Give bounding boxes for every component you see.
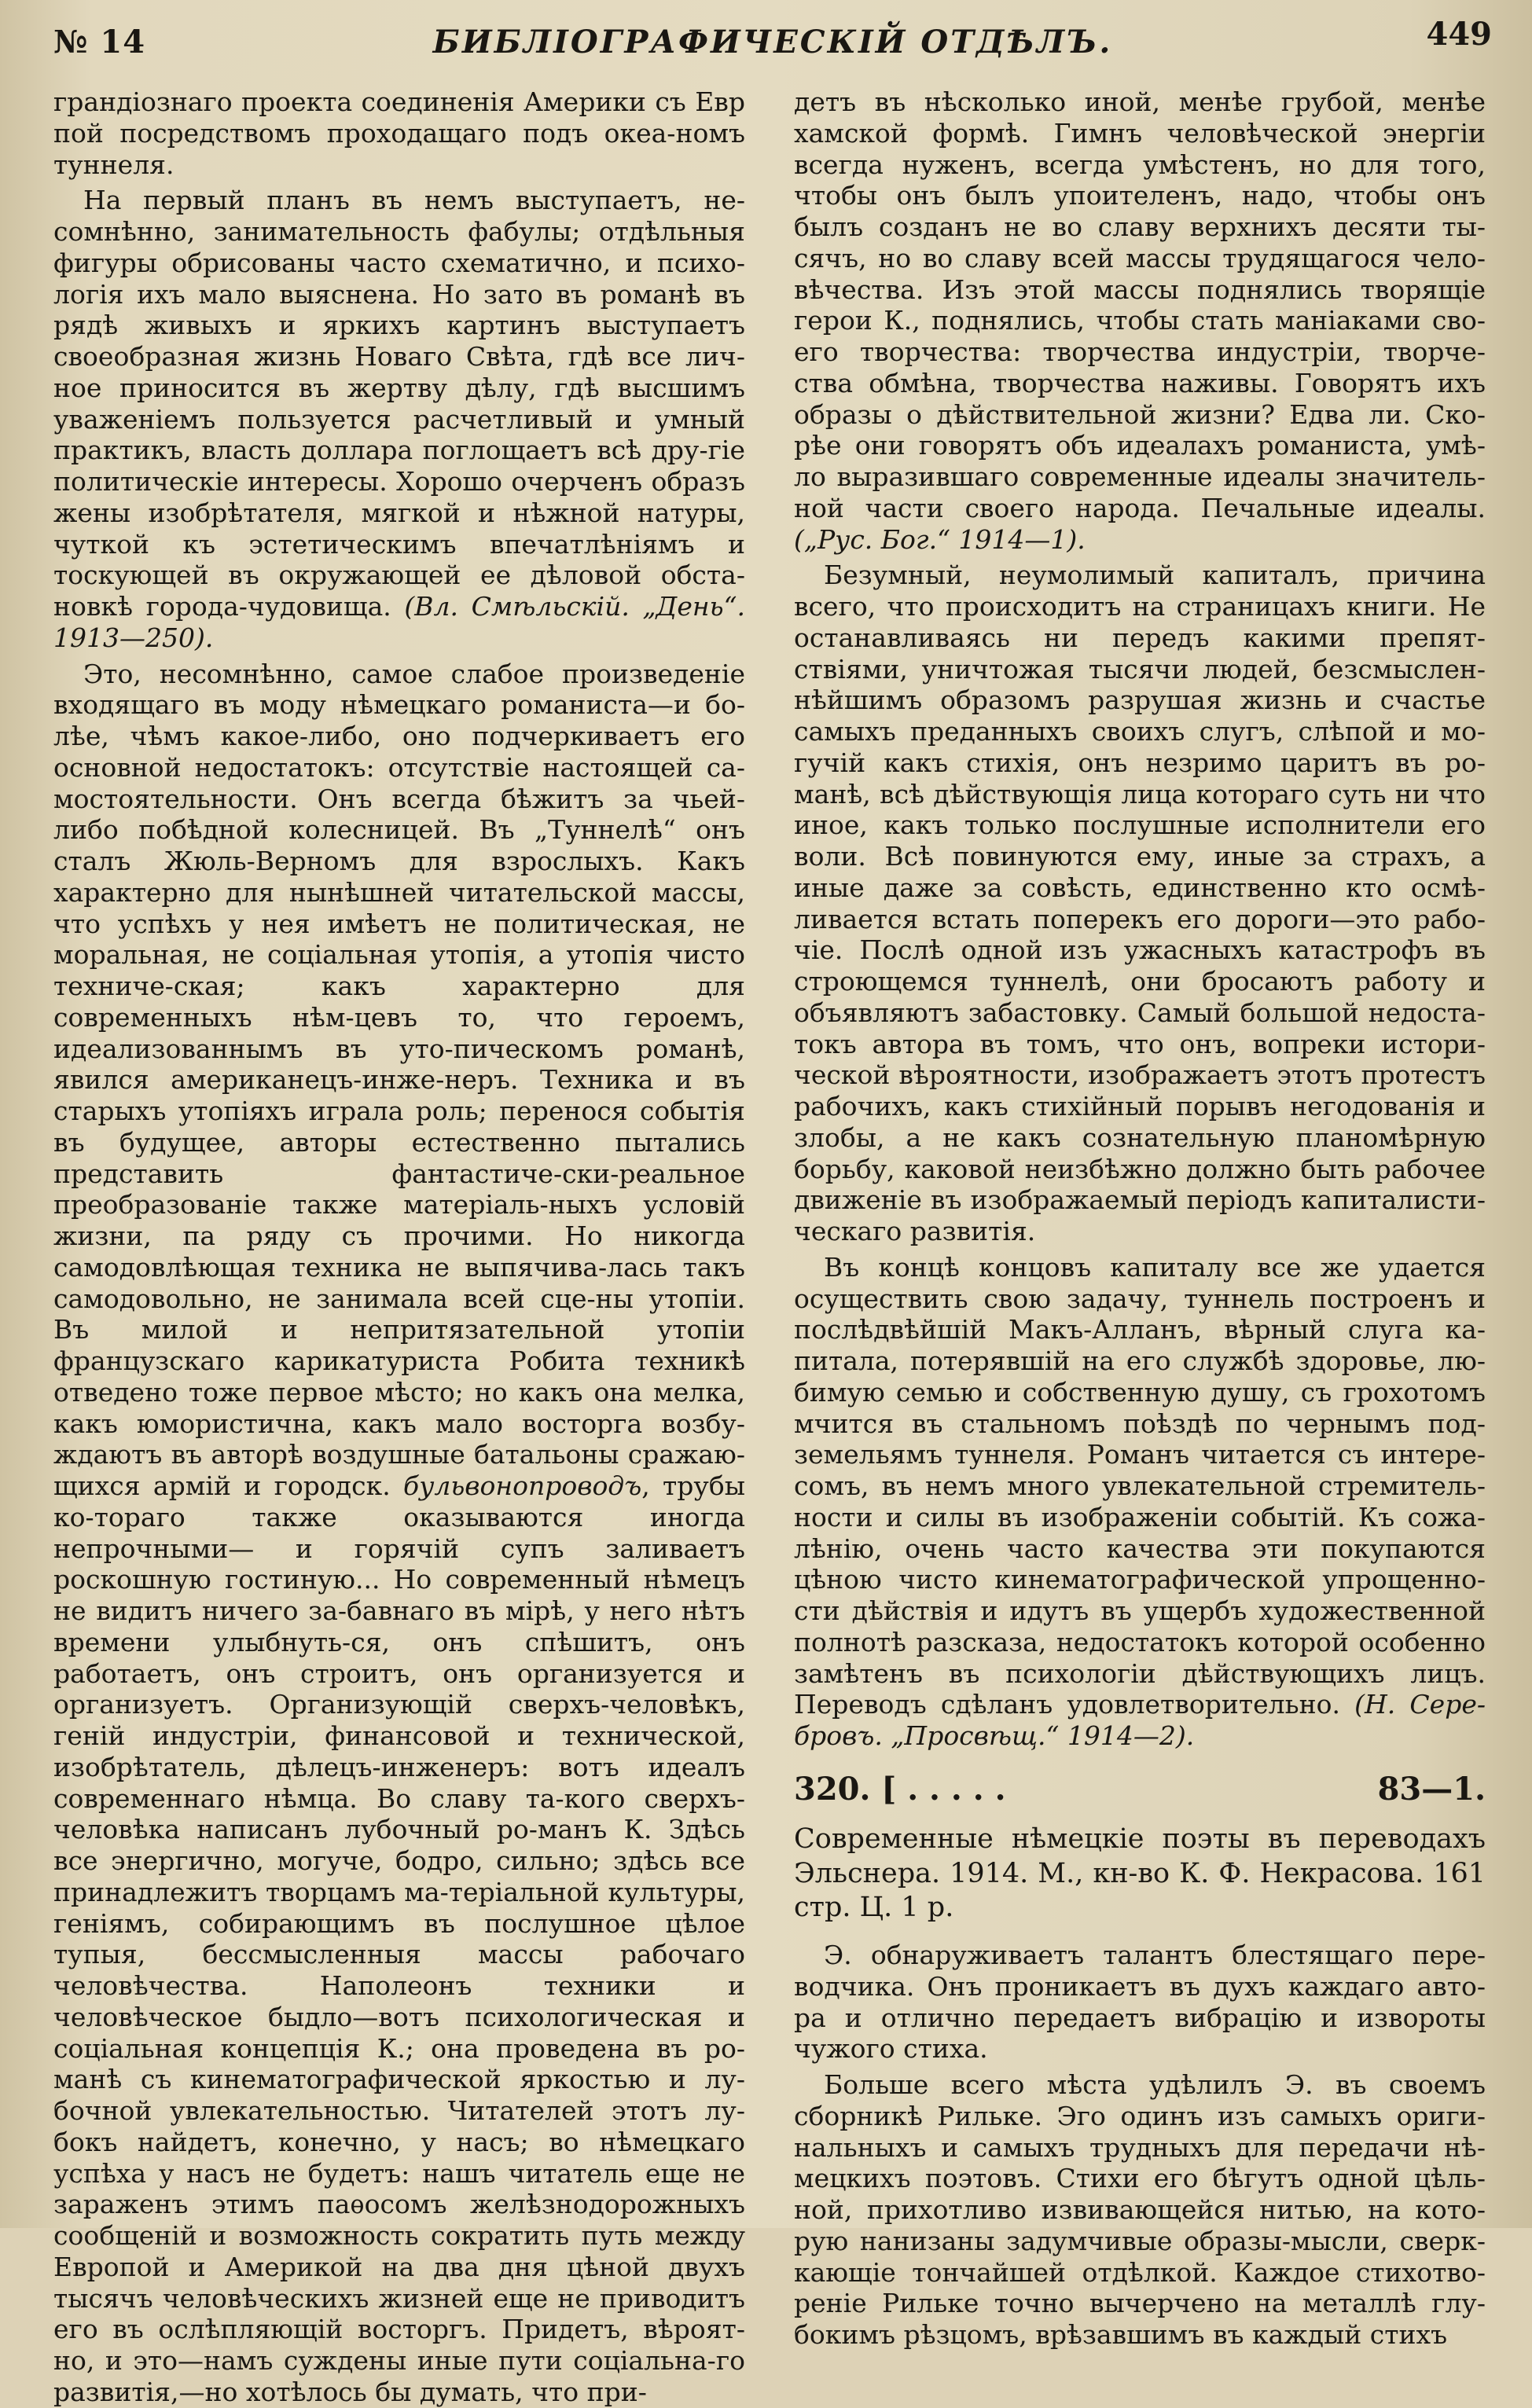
paragraph: Э. обнаруживаетъ талантъ блестящаго пере-водчика. Онъ проникаетъ въ духъ каждаго авто-ра и отлично передаетъ вибрацію и извороты чужого стиха. — [794, 1940, 1486, 2065]
italic-term: бульвонопроводъ — [403, 1470, 642, 1501]
paragraph-text: Это, несомнѣнно, самое слабое произведеніе входящаго въ моду нѣмецкаго романиста—и бо-лѣе, чѣмъ какое-либо, оно подчеркиваетъ его основной недостатокъ: отсутствіе настоящей са-мостоятельности. Онъ всегда бѣжитъ за чьей-либо побѣдной колесницей. Въ „Туннелѣ“ онъ сталъ Жюль-Верномъ для взрослыхъ. Какъ характерно для нынѣшней читательской массы, что успѣхъ у нея имѣетъ не политическая, не моральная, не соціальная утопія, а утопія чисто техниче-ская; какъ характерно для современныхъ нѣм-цевъ то, что героемъ, идеализованнымъ въ уто-пическомъ романѣ, явился американецъ-инже-неръ. Техника и въ старыхъ утопіяхъ играла роль; перенося событія въ будущее, авторы естественно пытались представить фантастиче-ски-реальное преобразованіе также матеріаль-ныхъ условій жизни, па ряду съ прочими. Но никогда самодовлѣющая техника не выпячива-лась такъ самодовольно, не занимала всей сце-ны утопіи. Въ милой и непритязательной утопіи французскаго карикатуриста Робита техникѣ отведено тоже первое мѣсто; но какъ она мелка, какъ юмористична, какъ мало восторга возбу-ждаютъ въ авторѣ воздушные батальоны сражаю-щихся армій и городск. — [53, 658, 745, 1501]
entry-code: 83—1. — [1377, 1770, 1486, 1808]
paragraph — [53, 185, 745, 653]
entry-title: Современные нѣмецкіе поэты въ переводахъ Эльснера. 1914. М., кн-во К. Ф. Некрасова. 161 стр. Ц. 1 р. — [794, 1823, 1486, 1924]
paragraph: Больше всего мѣста удѣлилъ Э. въ своемъ сборникѣ Рильке. Эго одинъ изъ самыхъ ориги-нальныхъ и самыхъ трудныхъ для передачи нѣ-мецкихъ поэтовъ. Стихи его бѣгутъ одной цѣль-ной, прихотливо извивающейся нитью, на кото-рую нанизаны задумчивые образы-мысли, сверк-кающіе тончайшей отдѣлкой. Каждое стихотво-реніе Рильке точно вычерчено на металлѣ глу-бокимъ рѣзцомъ, врѣзавшимъ въ каждый стихъ — [794, 2069, 1486, 2351]
citation: (Вл. Смѣльскій. „День“. 1913—250). — [53, 591, 745, 653]
entry-number: 320. [ . . . . . — [794, 1770, 1006, 1808]
paragraph-text: На первый планъ въ немъ выступаетъ, не-сомнѣнно, занимательность фабулы; отдѣльныя фигуры обрисованы часто схематично, и психо-логія ихъ мало выяснена. Но зато въ романѣ въ рядѣ живыхъ и яркихъ картинъ выступаетъ своеобразная жизнь Новаго Свѣта, гдѣ все лич-ное приносится въ жертву дѣлу, гдѣ высшимъ уваженіемъ пользуется расчетливый и умный практикъ, власть доллара поглощаетъ всѣ дру-гіе политическіе интересы. Хорошо очерченъ образъ жены изобрѣтателя, мягкой и нѣжной натуры, чуткой къ эстетическимъ впечатлѣніямъ и тоскующей въ окружающей ее дѣловой обста-новкѣ города-чудовища. — [53, 185, 745, 622]
paragraph — [794, 1252, 1486, 1752]
citation: („Рус. Бог.“ 1914—1). — [794, 523, 1086, 555]
paragraph-text: детъ въ нѣсколько иной, менѣе грубой, менѣе хамской формѣ. Гимнъ человѣческой энергіи всегда нуженъ, всегда умѣстенъ, но для того, чтобы онъ былъ упоителенъ, надо, чтобы онъ былъ созданъ не во славу верхнихъ десяти ты-сячъ, но во славу всей массы трудящагося чело-вѣчества. Изъ этой массы поднялись творящіе герои К., поднялись, чтобы стать маніаками сво-его творчества: творчества индустріи, творче-ства обмѣна, творчества наживы. Говорятъ ихъ образы о дѣйствительной жизни? Едва ли. Ско-рѣе они говорятъ объ идеалахъ романиста, умѣ-ло выразившаго современные идеалы значитель-ной части своего народа. Печальные идеалы. — [794, 86, 1486, 523]
left-column — [53, 86, 745, 2408]
paragraph: Безумный, неумолимый капиталъ, причина всего, что происходитъ на страницахъ книги. Не останавливаясь ни передъ какими препят-ствіями, уничтожая тысячи людей, безсмыслен-нѣйшимъ образомъ разрушая жизнь и счастье самыхъ преданныхъ своихъ слугъ, слѣпой и мо-гучій какъ стихія, онъ незримо царитъ въ ро-манѣ, всѣ дѣйствующія лица котораго суть ни что иное, какъ только послушные исполнители его воли. Всѣ повинуются ему, иные за страхъ, а иные даже за совѣсть, единственно кто осмѣ-ливается встать поперекъ его дороги—это рабо-чіе. Послѣ одной изъ ужасныхъ катастрофъ въ строющемся туннелѣ, они бросаютъ работу и объявляютъ забастовку. Самый большой недоста-токъ автора въ томъ, что онъ, вопреки истори-ческой вѣроятности, изображаетъ этотъ протестъ рабочихъ, какъ стихійный порывъ негодованія и злобы, а не какъ сознательную планомѣрную борьбу, каковой неизбѣжно должно быть рабочее движеніе въ изображаемый періодъ капиталисти-ческаго развитія. — [794, 560, 1486, 1246]
page-header — [53, 16, 1492, 71]
bibliography-entry-line — [794, 1771, 1486, 1808]
page-number: 449 — [1426, 16, 1492, 53]
section-title: БИБЛІОГРАФИЧЕСКІЙ ОТДѢЛЪ. — [432, 24, 1113, 61]
paragraph: грандіознаго проекта соединенія Америки съ Евр пой посредствомъ проходащаго подъ океа-номъ туннеля. — [53, 86, 745, 180]
paragraph-text: , трубы ко-тораго также оказываются иногда непрочными— и горячій супъ заливаетъ роскошную гостиную... Но современный нѣмецъ не видитъ ничего за-бавнаго въ мірѣ, у него нѣтъ времени улыбнуть-ся, онъ спѣшитъ, онъ работаетъ, онъ строитъ, онъ организуется и организуетъ. Организующій сверхъ-человѣкъ, геній индустріи, финансовой и технической, изобрѣтатель, дѣлецъ-инженеръ: вотъ идеалъ современнаго нѣмца. Во славу та-кого сверхъ-человѣка написанъ лубочный ро-манъ К. Здѣсь все энергично, могуче, бодро, сильно; здѣсь все принадлежитъ творцамъ ма-теріальной культуры, геніямъ, собирающимъ въ послушное цѣлое тупыя, бессмысленныя массы рабочаго человѣчества. Наполеонъ техники и человѣческое быдло—вотъ психологическая и соціальная концепція К.; она проведена въ ро-манѣ съ кинематографической яркостью и лу-бочной увлекательностью. Читателей этотъ лу-бокъ найдетъ, конечно, у насъ; во нѣмецкаго успѣха у насъ не будетъ: нашъ читатель еще не зараженъ этимъ паѳосомъ желѣзнодорожныхъ сообщеній и возможность сократить путь между Европой и Америкой на два дня цѣной двухъ тысячъ человѣческихъ жизней еще не приводитъ его въ ослѣпляющій восторгъ. Придетъ, вѣроят-но, и это—намъ суждены иные пути соціальна-го развитія,—но хотѣлось бы думать, что при- — [53, 1470, 745, 2407]
paragraph — [794, 86, 1486, 555]
paragraph-text: Въ концѣ концовъ капиталу все же удается осуществить свою задачу, туннель построенъ и послѣдвѣйшій Макъ-Алланъ, вѣрный слуга ка-питала, потерявшій на его службѣ здоровье, лю-бимую семью и собственную душу, съ грохотомъ мчится въ стальномъ поѣздѣ по чернымъ под-земельямъ туннеля. Романъ читается съ интере-сомъ, въ немъ много увлекательной стремитель-ности и силы въ изображеніи событій. Къ сожа-лѣнію, очень часто качества эти покупаются цѣною чисто кинематографической упрощенно-сти дѣйствія и идутъ въ ущербъ художественной полнотѣ разсказа, недостатокъ которой особенно замѣтенъ въ психологіи дѣйствующихъ лицъ. Переводъ сдѣланъ удовлетворительно. — [794, 1251, 1486, 1720]
paragraph — [53, 659, 745, 2408]
right-column — [794, 86, 1486, 2351]
citation: (Н. Сере-бровъ. „Просвѣщ.“ 1914—2). — [794, 1689, 1486, 1751]
issue-number: № 14 — [53, 24, 146, 61]
